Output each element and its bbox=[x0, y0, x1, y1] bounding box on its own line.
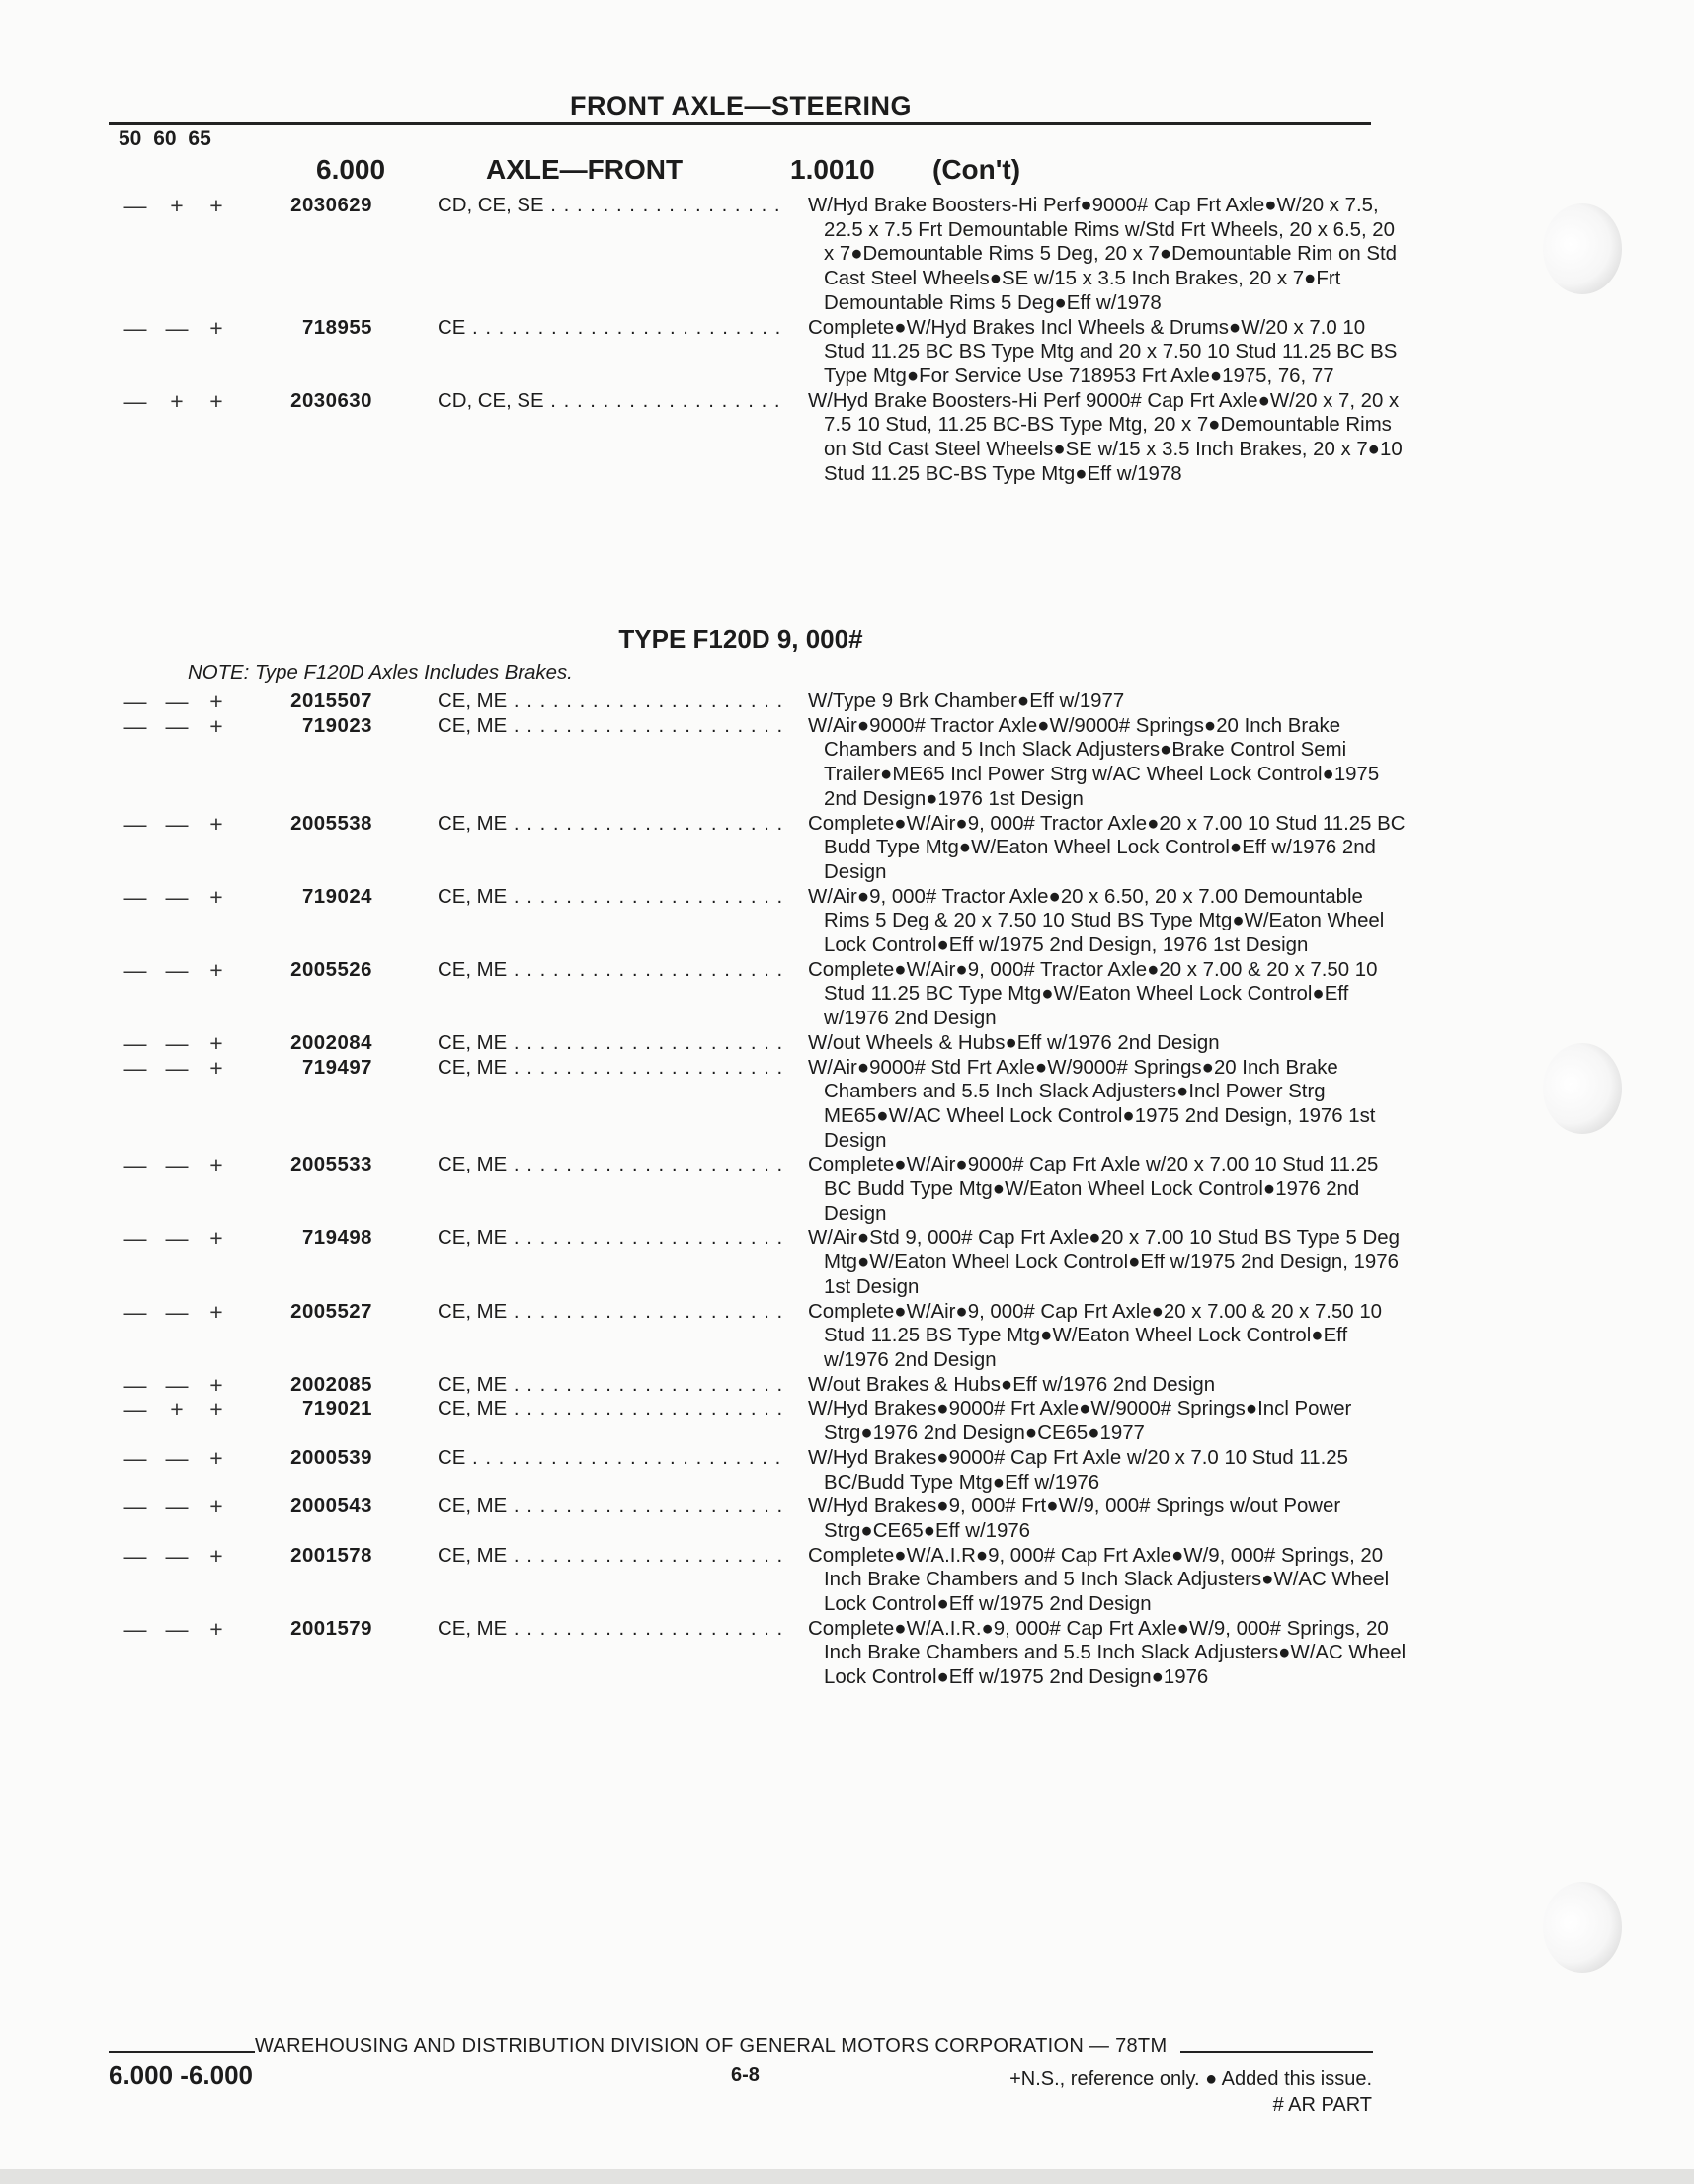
parts-row bbox=[0, 1373, 1694, 1398]
availability-flag: — bbox=[165, 1029, 189, 1056]
part-description: W/Hyd Brake Boosters-Hi Perf●9000# Cap Frt Axle●W/20 x 7.5, 22.5 x 7.5 Frt Demountable Rims w/Std Frt Wheels, 20 x 6.5, 20 x 7●Demountable Rims 5 Deg, 20 x 7●Demountable Rim on Std Cast Steel Wheels●SE w/15 x 3.5 Inch Brakes, 20 x 7●Frt Demountable Rims 5 Deg●Eff w/1978 bbox=[808, 195, 1397, 314]
model-availability-flags bbox=[121, 1397, 234, 1421]
model-codes: CD, CE, SE . . . bbox=[438, 194, 788, 218]
parts-row bbox=[0, 958, 1694, 1031]
availability-flag: + bbox=[209, 688, 223, 714]
model-availability-flags bbox=[121, 1300, 234, 1325]
availability-flag: — bbox=[165, 1494, 189, 1520]
part-number: 2001579 bbox=[290, 1617, 372, 1640]
part-number: 719024 bbox=[301, 885, 372, 908]
part-description: W/Hyd Brakes●9, 000# Frt●W/9, 000# Springs w/out Power Strg●CE65●Eff w/1976 bbox=[808, 1496, 1341, 1542]
availability-flag: — bbox=[123, 1029, 147, 1056]
model-availability-flags bbox=[121, 689, 234, 714]
availability-flag: — bbox=[123, 1225, 147, 1252]
model-codes: CE, ME . . . bbox=[438, 958, 788, 983]
availability-flag: + bbox=[209, 1396, 223, 1422]
parts-row bbox=[0, 1544, 1694, 1617]
part-number: 2005526 bbox=[290, 958, 372, 981]
model-codes: CE, ME . . . bbox=[438, 1153, 788, 1177]
model-codes: CE, ME . . . bbox=[438, 714, 788, 739]
part-description: Complete●W/Air●9000# Cap Frt Axle w/20 x 7.00 10 Stud 11.25 BC Budd Type Mtg●W/Eaton Wheel Lock Control●1976 2nd Design bbox=[808, 1154, 1379, 1225]
availability-flag: — bbox=[123, 193, 147, 218]
parts-row bbox=[0, 1031, 1694, 1056]
model-codes: CE, ME . . . bbox=[438, 1031, 788, 1056]
model-codes: CE, ME . . . bbox=[438, 1226, 788, 1251]
parts-row bbox=[0, 1446, 1694, 1495]
parts-list-part2 bbox=[0, 689, 1694, 1690]
availability-flag: — bbox=[165, 1371, 189, 1398]
parts-row bbox=[0, 812, 1694, 885]
footer-rule-left bbox=[109, 2051, 255, 2053]
availability-flag: + bbox=[209, 1029, 223, 1056]
availability-flag: — bbox=[123, 1444, 147, 1471]
availability-flag: — bbox=[123, 1298, 147, 1325]
parts-row bbox=[0, 1226, 1694, 1299]
availability-flag: — bbox=[123, 712, 147, 739]
model-availability-flags bbox=[121, 1056, 234, 1081]
part-description: W/Hyd Brakes●9000# Cap Frt Axle w/20 x 7.0 10 Stud 11.25 BC/Budd Type Mtg●Eff w/1976 bbox=[808, 1446, 1348, 1494]
part-description: W/out Brakes & Hubs●Eff w/1976 2nd Design bbox=[808, 1373, 1216, 1396]
model-codes: CD, CE, SE . . . bbox=[438, 389, 788, 414]
group-code: 1.0010 bbox=[790, 154, 875, 185]
model-codes: CE, ME . . . bbox=[438, 1544, 788, 1569]
availability-flag: + bbox=[209, 712, 223, 739]
model-availability-flags bbox=[121, 1153, 234, 1177]
part-description: Complete●W/Air●9, 000# Tractor Axle●20 x 7.00 & 20 x 7.50 10 Stud 11.25 BC Type Mtg●W/Eaton Wheel Lock Control●Eff w/1976 2nd Design bbox=[808, 958, 1378, 1030]
section-number: 6.000 bbox=[316, 154, 386, 185]
model-availability-flags bbox=[121, 1373, 234, 1398]
availability-flag: — bbox=[165, 1444, 189, 1471]
part-description: W/Air●Std 9, 000# Cap Frt Axle●20 x 7.00 10 Stud BS Type 5 Deg Mtg●W/Eaton Wheel Lock Control●Eff w/1975 2nd Design, 1976 1st Design bbox=[808, 1227, 1400, 1298]
legend-line-2: # AR PART bbox=[1272, 2094, 1372, 2116]
parts-row bbox=[0, 389, 1694, 487]
model-availability-flags bbox=[121, 1226, 234, 1251]
availability-flag: + bbox=[209, 193, 223, 218]
model-codes: CE, ME . . . bbox=[438, 1373, 788, 1398]
part-number: 2005527 bbox=[290, 1300, 372, 1323]
part-number: 719023 bbox=[301, 714, 372, 737]
part-description: W/Air●9000# Tractor Axle●W/9000# Springs●20 Inch Brake Chambers and 5 Inch Slack Adjusters●Brake Control Semi Trailer●ME65 Incl Power Strg w/AC Wheel Lock Control●1975 2nd Design●1976 1st Design bbox=[808, 714, 1380, 810]
model-codes: CE, ME . . . bbox=[438, 1617, 788, 1642]
model-codes: CE . . . bbox=[438, 316, 788, 341]
subsection-title: TYPE F120D 9, 000# bbox=[618, 624, 863, 654]
availability-flag: — bbox=[123, 1542, 147, 1569]
model-codes: CE, ME . . . bbox=[438, 1495, 788, 1519]
availability-flag: — bbox=[123, 1371, 147, 1398]
availability-flag: — bbox=[165, 712, 189, 739]
part-number: 719498 bbox=[301, 1227, 372, 1250]
availability-flag: — bbox=[123, 956, 147, 983]
parts-list-part1 bbox=[0, 194, 1694, 486]
parts-row bbox=[0, 1617, 1694, 1690]
availability-flag: — bbox=[123, 1494, 147, 1520]
availability-flag: — bbox=[165, 1152, 189, 1178]
part-number: 2000543 bbox=[290, 1496, 372, 1518]
availability-flag: — bbox=[165, 1054, 189, 1081]
footer-corporation-line bbox=[109, 2035, 1373, 2058]
part-number: 2002084 bbox=[290, 1031, 372, 1054]
model-codes: CE, ME . . . bbox=[438, 1056, 788, 1081]
availability-flag: + bbox=[209, 1054, 223, 1081]
part-description: W/Air●9000# Std Frt Axle●W/9000# Springs●20 Inch Brake Chambers and 5.5 Inch Slack Adjusters●Incl Power Strg ME65●W/AC Wheel Lock Control●1975 2nd Design, 1976 1st Design bbox=[808, 1056, 1376, 1152]
parts-row bbox=[0, 1300, 1694, 1373]
part-number: 2005533 bbox=[290, 1154, 372, 1176]
availability-flag: + bbox=[209, 1371, 223, 1398]
parts-row bbox=[0, 1153, 1694, 1226]
availability-flag: — bbox=[165, 1615, 189, 1642]
continued-label: (Con't) bbox=[932, 154, 1021, 185]
section-header bbox=[0, 154, 1694, 190]
part-number: 2015507 bbox=[290, 690, 372, 712]
availability-flag: — bbox=[123, 883, 147, 910]
model-availability-flags bbox=[121, 1031, 234, 1056]
part-number: 719497 bbox=[301, 1056, 372, 1079]
model-availability-flags bbox=[121, 885, 234, 910]
parts-row bbox=[0, 194, 1694, 316]
availability-flag: — bbox=[123, 1152, 147, 1178]
parts-row bbox=[0, 1397, 1694, 1445]
model-availability-flags bbox=[121, 958, 234, 983]
scan-bottom-edge bbox=[0, 2169, 1694, 2184]
part-number: 2002085 bbox=[290, 1373, 372, 1396]
availability-flag: + bbox=[209, 1615, 223, 1642]
footer-section-range: 6.000 -6.000 bbox=[109, 2061, 254, 2090]
availability-flag: — bbox=[165, 956, 189, 983]
model-availability-flags bbox=[121, 812, 234, 837]
model-availability-flags bbox=[121, 1544, 234, 1569]
availability-flag: + bbox=[209, 387, 223, 414]
availability-flag: + bbox=[170, 1396, 184, 1422]
model-availability-flags bbox=[121, 389, 234, 414]
part-number: 719021 bbox=[301, 1398, 372, 1420]
availability-flag: + bbox=[209, 810, 223, 837]
part-description: W/out Wheels & Hubs●Eff w/1976 2nd Design bbox=[808, 1031, 1220, 1054]
footer-rule-right bbox=[1180, 2051, 1373, 2053]
availability-flag: + bbox=[209, 1444, 223, 1471]
availability-flag: — bbox=[123, 688, 147, 714]
page-title: FRONT AXLE—STEERING bbox=[569, 91, 912, 121]
model-codes: CE, ME . . . bbox=[438, 1300, 788, 1325]
part-description: Complete●W/A.I.R.●9, 000# Cap Frt Axle●W/9, 000# Springs, 20 Inch Brake Chambers and 5.5 Inch Slack Adjusters●W/AC Wheel Lock Control●Eff w/1975 2nd Design●1976 bbox=[808, 1617, 1407, 1689]
part-description: W/Type 9 Brk Chamber●Eff w/1977 bbox=[808, 690, 1125, 712]
part-number: 2005538 bbox=[290, 812, 372, 835]
model-availability-flags bbox=[121, 1495, 234, 1519]
availability-flag: — bbox=[165, 1298, 189, 1325]
parts-row bbox=[0, 1495, 1694, 1543]
parts-row bbox=[0, 714, 1694, 812]
parts-row bbox=[0, 689, 1694, 714]
part-description: W/Hyd Brakes●9000# Frt Axle●W/9000# Springs●Incl Power Strg●1976 2nd Design●CE65●1977 bbox=[808, 1398, 1352, 1445]
footer-legend bbox=[1009, 2066, 1372, 2118]
part-number: 718955 bbox=[301, 316, 372, 339]
availability-flag: — bbox=[123, 1396, 147, 1422]
availability-flag: — bbox=[165, 1225, 189, 1252]
availability-flag: + bbox=[209, 314, 223, 341]
availability-flag: + bbox=[209, 1152, 223, 1178]
model-availability-flags bbox=[121, 1446, 234, 1471]
part-number: 2000539 bbox=[290, 1446, 372, 1469]
footer-corporation: WAREHOUSING AND DISTRIBUTION DIVISION OF GENERAL MOTORS CORPORATION — 78TM bbox=[255, 2035, 1168, 2057]
section-name: AXLE—FRONT bbox=[486, 154, 684, 185]
availability-flag: — bbox=[123, 1615, 147, 1642]
availability-flag: + bbox=[209, 1298, 223, 1325]
model-codes: CE, ME . . . bbox=[438, 1397, 788, 1421]
part-description: Complete●W/Air●9, 000# Cap Frt Axle●20 x 7.00 & 20 x 7.50 10 Stud 11.25 BS Type Mtg●W/Eaton Wheel Lock Control●Eff w/1976 2nd Design bbox=[808, 1300, 1382, 1371]
availability-flag: + bbox=[209, 1542, 223, 1569]
availability-flag: + bbox=[209, 956, 223, 983]
availability-flag: + bbox=[209, 883, 223, 910]
availability-flag: — bbox=[123, 314, 147, 341]
model-availability-flags bbox=[121, 194, 234, 218]
availability-flag: — bbox=[165, 1542, 189, 1569]
part-number: 2030630 bbox=[290, 389, 372, 412]
subsection-note: NOTE: Type F120D Axles Includes Brakes. bbox=[188, 662, 573, 684]
model-year-columns: 50 60 65 bbox=[119, 127, 211, 150]
availability-flag: + bbox=[170, 387, 184, 414]
model-availability-flags bbox=[121, 1617, 234, 1642]
part-description: Complete●W/Air●9, 000# Tractor Axle●20 x 7.00 10 Stud 11.25 BC Budd Type Mtg●W/Eaton Wheel Lock Control●Eff w/1976 2nd Design bbox=[808, 812, 1406, 883]
availability-flag: — bbox=[165, 314, 189, 341]
parts-row bbox=[0, 316, 1694, 389]
availability-flag: — bbox=[123, 810, 147, 837]
model-codes: CE, ME . . . bbox=[438, 689, 788, 714]
title-rule bbox=[109, 122, 1371, 125]
model-codes: CE . . . bbox=[438, 1446, 788, 1471]
model-codes: CE, ME . . . bbox=[438, 885, 788, 910]
availability-flag: + bbox=[209, 1494, 223, 1520]
model-availability-flags bbox=[121, 316, 234, 341]
availability-flag: — bbox=[165, 883, 189, 910]
availability-flag: + bbox=[170, 193, 184, 218]
part-description: Complete●W/Hyd Brakes Incl Wheels & Drums●W/20 x 7.0 10 Stud 11.25 BC BS Type Mtg and 20 x 7.50 10 Stud 11.25 BC BS Type Mtg●For Service Use 718953 Frt Axle●1975, 76, 77 bbox=[808, 316, 1398, 387]
parts-row bbox=[0, 885, 1694, 958]
part-number: 2001578 bbox=[290, 1544, 372, 1567]
availability-flag: — bbox=[165, 810, 189, 837]
part-description: W/Hyd Brake Boosters-Hi Perf 9000# Cap Frt Axle●W/20 x 7, 20 x 7.5 10 Stud, 11.25 BC-BS Type Mtg, 20 x 7●Demountable Rims on Std Cast Steel Wheels●SE w/15 x 3.5 Inch Brakes, 20 x 7●10 Stud 11.25 BC-BS Type Mtg●Eff w/1978 bbox=[808, 389, 1403, 485]
part-description: Complete●W/A.I.R●9, 000# Cap Frt Axle●W/9, 000# Springs, 20 Inch Brake Chambers and 5 Inch Slack Adjusters●W/AC Wheel Lock Control●Eff w/1975 2nd Design bbox=[808, 1544, 1390, 1616]
parts-row bbox=[0, 1056, 1694, 1154]
part-description: W/Air●9, 000# Tractor Axle●20 x 6.50, 20 x 7.00 Demountable Rims 5 Deg & 20 x 7.50 10 Stud BS Type Mtg●W/Eaton Wheel Lock Control●Eff w/1975 2nd Design, 1976 1st Design bbox=[808, 885, 1385, 957]
availability-flag: — bbox=[165, 688, 189, 714]
page-number: 6-8 bbox=[731, 2064, 760, 2086]
legend-line-1: +N.S., reference only. ● Added this issue. bbox=[1009, 2068, 1372, 2090]
availability-flag: + bbox=[209, 1225, 223, 1252]
model-codes: CE, ME . . . bbox=[438, 812, 788, 837]
binder-hole-bottom bbox=[1543, 1882, 1622, 1973]
model-availability-flags bbox=[121, 714, 234, 739]
part-number: 2030629 bbox=[290, 195, 372, 216]
availability-flag: — bbox=[123, 387, 147, 414]
availability-flag: — bbox=[123, 1054, 147, 1081]
